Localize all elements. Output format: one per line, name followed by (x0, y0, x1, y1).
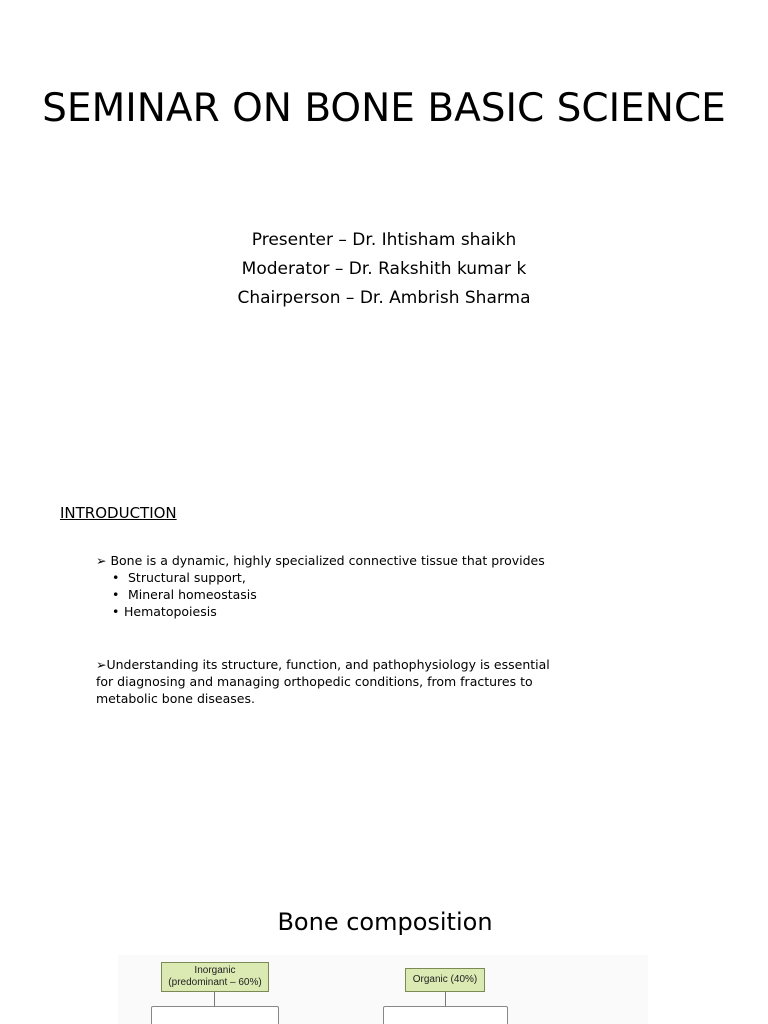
composition-title: Bone composition (277, 908, 493, 936)
bullet-item: • Mineral homeostasis (96, 586, 545, 603)
bullet-item: • Structural support, (96, 569, 545, 586)
introduction-heading: INTRODUCTION (60, 504, 177, 522)
moderator-line: Moderator – Dr. Rakshith kumar k (241, 259, 527, 279)
credits-block (0, 226, 768, 313)
chairperson-line: Chairperson – Dr. Ambrish Sharma (237, 288, 531, 308)
inorganic-label: Inorganic (194, 965, 236, 976)
inorganic-percent-label: (predominant – 60%) (168, 977, 262, 988)
organic-child-box (383, 1006, 508, 1024)
inorganic-connector (214, 992, 215, 1006)
bullet-item: • Hematopoiesis (96, 603, 545, 620)
organic-connector (445, 992, 446, 1006)
organic-box: Organic (40%) (405, 968, 485, 992)
presenter-line: Presenter – Dr. Ihtisham shaikh (251, 230, 517, 250)
intro-lead-block (96, 552, 545, 620)
function-bullet-list (96, 569, 545, 620)
inorganic-box (161, 962, 269, 992)
seminar-title: SEMINAR ON BONE BASIC SCIENCE (42, 86, 726, 131)
inorganic-child-box (151, 1006, 279, 1024)
intro-lead-text: ➢ Bone is a dynamic, highly specialized connective tissue that provides (96, 553, 545, 568)
intro-paragraph: ➢Understanding its structure, function, and pathophysiology is essential for diagnosing and managing orthopedic conditions, from fractures to metabolic bone diseases. (96, 657, 550, 706)
